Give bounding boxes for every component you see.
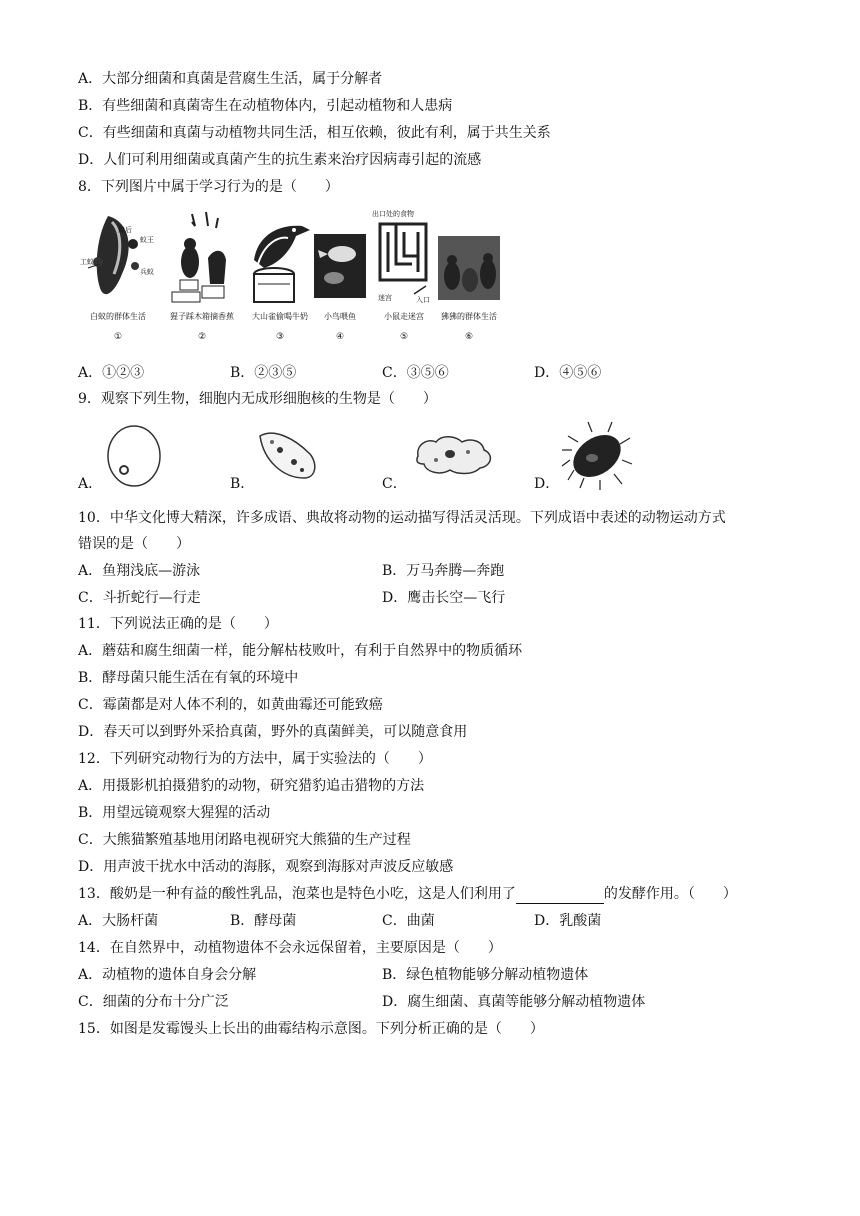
maze-label-maze: 迷宫	[378, 294, 392, 302]
q11-option-b: B．酵母菌只能生活在有氧的环境中	[78, 670, 299, 686]
baboon-group-picture	[438, 236, 500, 300]
q12-option-c: C．大熊猫繁殖基地用闭路电视研究大熊猫的生产过程	[78, 832, 411, 848]
q10-stem-line2: 错误的是（ ）	[78, 536, 190, 552]
q7-option-b: B．有些细菌和真菌寄生在动植物体内，引起动植物和人患病	[78, 98, 453, 114]
termite-label-worker: 工蚁	[80, 258, 94, 266]
caption-5: 小鼠走迷宫	[384, 312, 424, 321]
maze-label-entrance: 入口	[416, 296, 430, 304]
caption-6: 狒狒的群体生活	[441, 312, 497, 321]
q14-option-b: B．绿色植物能够分解动植物遗体	[382, 967, 589, 983]
q9-option-d: D．	[534, 476, 560, 492]
q10-option-d: D．鹰击长空—飞行	[382, 590, 506, 606]
q13-option-b: B．酵母菌	[230, 913, 297, 929]
q13-option-c: C．曲菌	[382, 913, 435, 929]
caption-4: 小鸟喂鱼	[324, 312, 356, 321]
q12-stem: 12．下列研究动物行为的方法中，属于实验法的（ ）	[78, 751, 432, 767]
q11-option-a: A．蘑菇和腐生细菌一样，能分解枯枝败叶，有利于自然界中的物质循环	[78, 643, 523, 659]
amoeba-picture	[412, 432, 496, 478]
q11-stem: 11．下列说法正确的是（ ）	[78, 616, 278, 632]
number-4: ④	[335, 332, 345, 342]
q10-options-row2	[78, 588, 778, 608]
q13-options	[78, 911, 778, 931]
q9-option-a: A．	[78, 476, 103, 492]
q12-option-d: D．用声波干扰水中活动的海豚，观察到海豚对声波反应敏感	[78, 859, 454, 875]
q13-stem-after: 的发酵作用。（ ）	[603, 886, 737, 902]
q13-stem	[78, 884, 737, 904]
tit-bird-picture	[244, 208, 314, 308]
caption-1: 白蚁的群体生活	[90, 312, 146, 321]
q13-stem-before: 13．酸奶是一种有益的酸性乳品，泡菜也是特色小吃，这是人们利用了	[78, 886, 516, 902]
caption-2: 猩子踩木箱摘香蕉	[170, 312, 234, 321]
q9-option-b: B．	[230, 476, 255, 492]
q8-option-d: D．④⑤⑥	[534, 365, 602, 381]
q8-option-b: B．②③⑤	[230, 365, 297, 381]
q10-option-b: B．万马奔腾—奔跑	[382, 563, 505, 579]
number-2: ②	[197, 332, 207, 342]
q10-stem-line1: 10．中华文化博大精深，许多成语、典故将动物的运动描写得活灵活现。下列成语中表述的动物运动方式	[78, 510, 726, 526]
termite-label-king: 蚁王	[140, 236, 154, 244]
q10-option-a: A．鱼翔浅底—游泳	[78, 563, 201, 579]
q15-stem: 15．如图是发霉馒头上长出的曲霉结构示意图。下列分析正确的是（ ）	[78, 1021, 544, 1037]
q8-stem: 8．下列图片中属于学习行为的是（ ）	[78, 179, 339, 195]
q7-option-d: D．人们可利用细菌或真菌产生的抗生素来治疗因病毒引起的流感	[78, 152, 482, 168]
q14-option-a: A．动植物的遗体自身会分解	[78, 967, 257, 983]
maze-label-food: 出口处的食物	[372, 210, 414, 218]
q12-option-b: B．用望远镜观察大猩猩的活动	[78, 805, 271, 821]
q13-option-d: D．乳酸菌	[534, 913, 602, 929]
bird-feeding-fish-picture	[314, 234, 366, 298]
number-6: ⑥	[464, 332, 474, 342]
q14-option-d: D．腐生细菌、真菌等能够分解动植物遗体	[382, 994, 646, 1010]
q14-option-c: C．细菌的分布十分广泛	[78, 994, 229, 1010]
q11-option-c: C．霉菌都是对人体不利的，如黄曲霉还可能致癌	[78, 697, 383, 713]
termite-label-queen: 蚁后	[118, 226, 132, 234]
q9-option-c: C．	[382, 476, 407, 492]
q7-option-c: C．有些细菌和真菌与动植物共同生活，相互依赖，彼此有利，属于共生关系	[78, 125, 551, 141]
mouse-maze-picture	[372, 210, 432, 304]
q11-option-d: D．春天可以到野外采拾真菌，野外的真菌鲜美，可以随意食用	[78, 724, 468, 740]
q8-option-c: C．③⑤⑥	[382, 365, 449, 381]
number-1: ①	[113, 332, 123, 342]
q8-option-a: A．①②③	[78, 365, 145, 381]
q13-option-a: A．大肠杆菌	[78, 913, 159, 929]
number-5: ⑤	[399, 332, 409, 342]
q10-options-row1	[78, 561, 778, 581]
q14-options-row2	[78, 992, 778, 1012]
termite-picture	[78, 208, 158, 318]
q14-options-row1	[78, 965, 778, 985]
egg-cell-picture	[104, 424, 164, 492]
paramecium-picture	[254, 428, 320, 482]
q8-options	[78, 363, 778, 383]
q7-option-a: A．大部分细菌和真菌是营腐生生活，属于分解者	[78, 71, 383, 87]
q9-stem: 9．观察下列生物，细胞内无成形细胞核的生物是（ ）	[78, 391, 437, 407]
caption-3: 大山雀偷喝牛奶	[252, 312, 308, 321]
chimpanzee-picture	[166, 208, 236, 308]
q12-option-a: A．用摄影机拍摄猎豹的动物，研究猎豹追击猎物的方法	[78, 778, 425, 794]
number-3: ③	[275, 332, 285, 342]
q10-option-c: C．斗折蛇行—行走	[78, 590, 201, 606]
bacterium-picture	[560, 420, 634, 490]
q14-stem: 14．在自然界中，动植物遗体不会永远保留着，主要原因是（ ）	[78, 940, 502, 956]
termite-label-soldier: 兵蚁	[140, 268, 154, 276]
q8-picture-strip	[78, 208, 508, 348]
q13-blank[interactable]	[516, 889, 604, 904]
